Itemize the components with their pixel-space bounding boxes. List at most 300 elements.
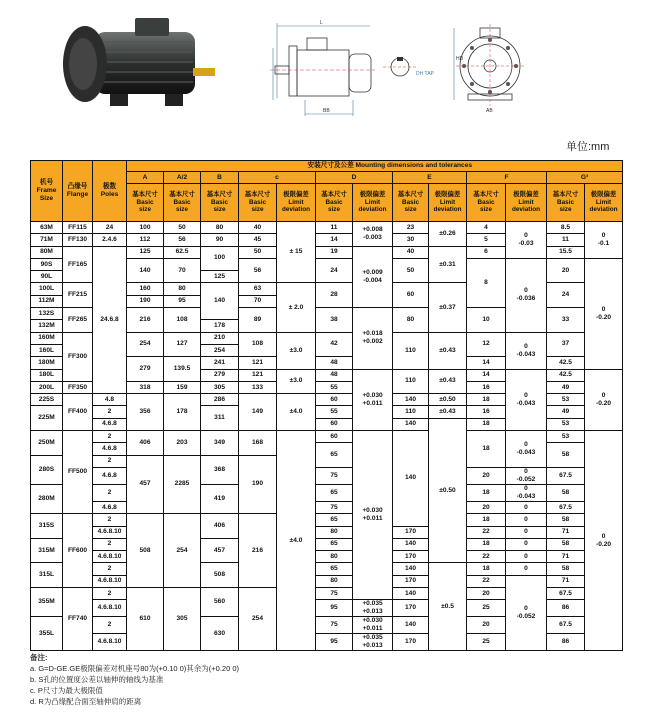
table-cell: 170 [393, 575, 429, 587]
notes [30, 652, 239, 707]
table-cell: 178 [164, 394, 201, 431]
table-cell: 2.4.6 [93, 234, 127, 246]
table-cell: 5 [467, 234, 506, 246]
shaft-section-drawing [378, 45, 448, 95]
dim-label-hd: HD [456, 56, 464, 62]
table-cell: 356 [127, 394, 164, 431]
table-cell: ±0.37 [429, 283, 467, 332]
table-cell: 14 [316, 234, 353, 246]
table-cell: 80 [316, 526, 353, 538]
table-cell: 6 [467, 246, 506, 258]
table-cell: 349 [201, 431, 239, 456]
table-cell: 24 [316, 258, 353, 283]
table-cell: +0.008 -0.003 [353, 222, 393, 247]
table-cell: 19 [316, 246, 353, 258]
table-cell: FF350 [63, 381, 93, 393]
table-cell: +0.030 +0.011 [353, 617, 393, 634]
table-cell: 49 [547, 406, 585, 418]
table-cell: 457 [201, 538, 239, 563]
table-cell: 225S [31, 394, 63, 406]
table-cell: ±3.0 [277, 369, 316, 394]
table-cell: +0.018 +0.002 [353, 308, 393, 369]
table-cell: 95 [164, 295, 201, 307]
table-cell: 170 [393, 634, 429, 651]
table-cell: 4.6.8.10 [93, 526, 127, 538]
table-cell: 18 [467, 394, 506, 406]
table-cell: 2 [93, 406, 127, 418]
header-basic-size: 基本尺寸 Basic size [239, 184, 277, 222]
table-cell: 241 [201, 357, 239, 369]
shaft-tap-label: DH TAP [416, 71, 434, 77]
table-cell: 49 [547, 381, 585, 393]
table-cell: 355L [31, 617, 63, 651]
header-group-2: B [201, 172, 239, 184]
table-cell: 2 [93, 514, 127, 526]
table-cell: 18 [467, 538, 506, 550]
table-cell: 4.6.8.10 [93, 600, 127, 617]
table-cell: 53 [547, 431, 585, 443]
table-cell: 216 [239, 514, 277, 588]
table-cell: 139.5 [164, 357, 201, 382]
table-cell: 0 -0.20 [585, 369, 623, 430]
header-group-0: A [127, 172, 164, 184]
table-cell: 216 [127, 308, 164, 333]
table-cell: 33 [547, 308, 585, 333]
header-limit-deviation: 极限偏差 Limit deviation [585, 184, 623, 222]
table-cell: 20 [467, 501, 506, 513]
table-cell: +0.030 +0.011 [353, 369, 393, 430]
table-cell: 22 [467, 551, 506, 563]
table-cell: 355M [31, 588, 63, 617]
table-cell: 11 [547, 234, 585, 246]
header-frame: 机号 Frame Size [31, 161, 63, 222]
note-a: a. G=D-GE.GE极限偏差对机座号80为(+0.10 0)其余为(+0.20 0) [30, 664, 240, 673]
table-row [31, 501, 623, 513]
header-basic-size: 基本尺寸 Basic size [127, 184, 164, 222]
table-cell: 305 [164, 588, 201, 651]
table-cell: 508 [201, 563, 239, 588]
table-cell: 610 [127, 588, 164, 651]
table-cell: 190 [239, 455, 277, 514]
header-poles: 极数 Poles [93, 161, 127, 222]
table-cell: 457 [127, 455, 164, 514]
table-cell: 8 [467, 258, 506, 307]
table-cell: FF130 [63, 234, 93, 246]
table-cell: 508 [127, 514, 164, 588]
table-row [31, 484, 623, 501]
table-cell: FF115 [63, 222, 93, 234]
table-cell: 75 [316, 588, 353, 600]
table-cell: 65 [316, 443, 353, 468]
table-cell: 100 [201, 246, 239, 271]
table-cell: 23 [393, 222, 429, 234]
table-cell: 180L [31, 369, 63, 381]
table-cell: 110 [393, 332, 429, 369]
table-cell: 560 [201, 588, 239, 617]
table-cell: 140 [393, 588, 429, 600]
table-cell: 125 [127, 246, 164, 258]
table-cell: 60 [316, 418, 353, 430]
table-cell: 250M [31, 431, 63, 456]
table-cell: ±0.31 [429, 246, 467, 283]
table-cell: 63M [31, 222, 63, 234]
table-cell: 0 [506, 526, 547, 538]
dimensions-table [30, 160, 623, 651]
table-cell: 4.6.8 [93, 418, 127, 430]
table-cell: 4.6.8.10 [93, 634, 127, 651]
table-cell: 0 [506, 514, 547, 526]
table-cell: 80 [316, 575, 353, 587]
table-cell: 254 [239, 588, 277, 651]
dim-label-bb: BB [323, 108, 330, 114]
table-cell: 65 [316, 514, 353, 526]
table-cell: 0 -0.052 [506, 467, 547, 484]
table-cell: 132M [31, 320, 63, 332]
table-cell: 55 [316, 406, 353, 418]
table-cell: 160L [31, 344, 63, 356]
table-cell: 16 [467, 381, 506, 393]
table-cell: 0 -0.043 [506, 332, 547, 369]
table-cell: 50 [239, 246, 277, 258]
table-cell: 60 [316, 431, 353, 443]
header-group-3: c [239, 172, 316, 184]
header-limit-deviation: 极限偏差 Limit deviation [506, 184, 547, 222]
table-cell: 71 [547, 575, 585, 587]
header-group-5: E [393, 172, 467, 184]
table-cell: 4.8 [93, 394, 127, 406]
table-cell: 315M [31, 538, 63, 563]
table-cell: FF500 [63, 431, 93, 514]
table-cell: 315L [31, 563, 63, 588]
table-cell: 50 [164, 222, 201, 234]
table-cell: 48 [316, 357, 353, 369]
table-cell: 200L [31, 381, 63, 393]
table-cell: 140 [393, 617, 429, 634]
table-cell: 168 [239, 431, 277, 456]
table-cell: 630 [201, 617, 239, 651]
table-cell: 58 [547, 538, 585, 550]
table-cell: 0 -0.043 [506, 431, 547, 468]
header-group-4: D [316, 172, 393, 184]
header-limit-deviation: 极限偏差 Limit deviation [429, 184, 467, 222]
unit-label: 单位:mm [566, 141, 610, 153]
table-cell: 0 -0.1 [585, 222, 623, 259]
table-cell: 180M [31, 357, 63, 369]
table-cell: FF265 [63, 308, 93, 333]
table-cell: 24 [93, 222, 127, 234]
table-cell: 18 [467, 514, 506, 526]
table-cell: FF165 [63, 246, 93, 283]
table-cell: 28 [316, 283, 353, 308]
table-cell: 89 [239, 308, 277, 333]
table-cell: 38 [316, 308, 353, 333]
table-cell: 318 [127, 381, 164, 393]
table-cell: 45 [239, 234, 277, 246]
table-cell: ± 15 [277, 222, 316, 283]
table-cell: ±0.43 [429, 332, 467, 369]
table-cell: 225M [31, 406, 63, 431]
table-cell: 42.5 [547, 369, 585, 381]
header-limit-deviation: 极限偏差 Limit deviation [277, 184, 316, 222]
table-cell: 2 [93, 431, 127, 443]
table-cell: 254 [201, 344, 239, 356]
table-cell: 280S [31, 455, 63, 484]
header-basic-size: 基本尺寸 Basic size [201, 184, 239, 222]
header-group-7: G³ [547, 172, 623, 184]
table-cell: 70 [164, 258, 201, 283]
table-cell: 30 [393, 234, 429, 246]
table-cell: ± 2.0 [277, 283, 316, 332]
notes-heading: 备注: [30, 653, 48, 662]
table-cell: 112 [127, 234, 164, 246]
table-cell: 60 [316, 394, 353, 406]
table-cell: 75 [316, 501, 353, 513]
table-cell: 170 [393, 600, 429, 617]
table-cell: ±3.0 [277, 332, 316, 369]
table-cell: 140 [393, 538, 429, 550]
table-row [31, 526, 623, 538]
table-cell: 0 [506, 501, 547, 513]
table-cell: 67.5 [547, 588, 585, 600]
table-cell: 80 [316, 551, 353, 563]
table-cell: 279 [201, 369, 239, 381]
table-cell: 2 [93, 484, 127, 501]
table-cell: 2 [93, 617, 127, 634]
table-cell: 20 [547, 258, 585, 283]
front-view-drawing [450, 20, 530, 115]
table-cell: 22 [467, 526, 506, 538]
table-cell: 0 -0.20 [585, 258, 623, 369]
table-cell: 80 [164, 283, 201, 295]
table-cell: 0 -0.043 [506, 484, 547, 501]
table-cell: +0.035 +0.013 [353, 634, 393, 651]
table-cell: 40 [239, 222, 277, 234]
table-cell: 56 [239, 258, 277, 283]
table-row [31, 514, 623, 526]
table-cell: 2285 [164, 455, 201, 514]
table-cell: 160M [31, 332, 63, 344]
table-cell: 95 [316, 634, 353, 651]
table-cell: 25 [467, 634, 506, 651]
table-cell: 178 [201, 320, 239, 332]
table-cell: 4 [467, 222, 506, 234]
table-cell: 86 [547, 600, 585, 617]
table-cell: 58 [547, 514, 585, 526]
table-cell: 15.5 [547, 246, 585, 258]
table-cell: 18 [467, 418, 506, 430]
table-cell: 4.6.8 [93, 467, 127, 484]
table-cell: ±0.26 [429, 222, 467, 247]
table-cell: 65 [316, 538, 353, 550]
table-cell: 0 -0.052 [506, 575, 547, 651]
table-cell: 140 [393, 431, 429, 526]
header-group-1: A/2 [164, 172, 201, 184]
header-group-6: F [467, 172, 547, 184]
table-cell: 133 [239, 381, 277, 393]
table-cell: 112M [31, 295, 63, 307]
table-cell: 0 -0.036 [506, 258, 547, 332]
table-cell: 254 [164, 514, 201, 588]
table-cell: 121 [239, 369, 277, 381]
table-cell: 58 [547, 443, 585, 468]
table-cell: 4.6.8.10 [93, 575, 127, 587]
table-cell: 305 [201, 381, 239, 393]
table-cell: 67.5 [547, 467, 585, 484]
table-cell: 4.6.8.10 [93, 551, 127, 563]
table-cell: 170 [393, 526, 429, 538]
header-basic-size: 基本尺寸 Basic size [547, 184, 585, 222]
table-cell: 90L [31, 271, 63, 283]
table-cell: 67.5 [547, 501, 585, 513]
header-title: 安装尺寸及公差 Mounting dimensions and tolerances [127, 161, 623, 172]
dim-label-l: L [320, 20, 323, 26]
table-cell: 140 [201, 283, 239, 320]
table-cell: ±4.0 [277, 431, 316, 651]
table-row [31, 563, 623, 575]
header-basic-size: 基本尺寸 Basic size [164, 184, 201, 222]
table-cell: 14 [467, 369, 506, 381]
table-cell: 0 [506, 563, 547, 575]
table-cell: 108 [164, 308, 201, 333]
table-cell: 140 [393, 418, 429, 430]
table-cell: +0.035 +0.013 [353, 600, 393, 617]
table-row [31, 551, 623, 563]
dim-label-ab: AB [486, 108, 493, 114]
table-cell: 70 [239, 295, 277, 307]
table-cell: ±0.50 [429, 418, 467, 563]
table-cell: 4.6.8 [93, 501, 127, 513]
table-cell: 160 [127, 283, 164, 295]
table-cell: 53 [547, 394, 585, 406]
table-cell: 63 [239, 283, 277, 295]
table-cell: 0 [506, 538, 547, 550]
table-cell: 2 [93, 538, 127, 550]
table-cell: 286 [201, 394, 239, 406]
table-cell: 65 [316, 563, 353, 575]
side-view-drawing [265, 18, 380, 118]
table-cell: 37 [547, 332, 585, 357]
table-cell: 254 [127, 332, 164, 357]
table-cell: 4.6.8 [93, 443, 127, 455]
table-cell: 406 [201, 514, 239, 539]
table-cell: 22 [467, 575, 506, 587]
table-cell: ±0.43 [429, 369, 467, 394]
table-cell: 48 [316, 369, 353, 381]
table-cell: 280M [31, 484, 63, 513]
table-cell: 159 [164, 381, 201, 393]
table-cell: 24 [547, 283, 585, 308]
table-cell: +0.009 -0.004 [353, 246, 393, 307]
table-row [31, 575, 623, 587]
table-cell: 80M [31, 246, 63, 258]
table-cell: +0.030 +0.011 [353, 431, 393, 600]
table-cell: 40 [393, 246, 429, 258]
table-cell: 65 [316, 484, 353, 501]
table-cell: 149 [239, 394, 277, 431]
table-cell: FF300 [63, 332, 93, 381]
table-cell: 8.5 [547, 222, 585, 234]
table-cell: 14 [467, 357, 506, 369]
table-cell: 42 [316, 332, 353, 357]
table-cell: 62.5 [164, 246, 201, 258]
table-cell: 0 -0.043 [506, 369, 547, 430]
table-cell: FF740 [63, 588, 93, 651]
note-d: d. R为凸缘配合面至轴伸肩的距离 [30, 697, 142, 706]
table-cell: 0 -0.20 [585, 431, 623, 651]
table-cell: 419 [201, 484, 239, 513]
table-cell: 80 [201, 222, 239, 234]
table-cell: 24.6.8 [93, 246, 127, 394]
note-c: c. P尺寸为最大极限值 [30, 686, 103, 695]
table-cell: 12 [467, 332, 506, 357]
table-cell: FF400 [63, 394, 93, 431]
table-cell: 100L [31, 283, 63, 295]
table-cell: 20 [467, 617, 506, 634]
table-cell: 95 [316, 600, 353, 617]
table-cell: 140 [393, 394, 429, 406]
table-cell: 311 [201, 406, 239, 431]
table-cell: 58 [547, 563, 585, 575]
table-cell: 127 [164, 332, 201, 357]
table-row [31, 538, 623, 550]
table-cell: 25 [467, 600, 506, 617]
table-cell: 71 [547, 551, 585, 563]
table-cell: 11 [316, 222, 353, 234]
table-cell: ±0.5 [429, 563, 467, 651]
table-cell: 56 [164, 234, 201, 246]
table-cell: 125 [201, 271, 239, 283]
table-cell: 71M [31, 234, 63, 246]
table-cell: 42.5 [547, 357, 585, 369]
table-cell: 140 [127, 258, 164, 283]
table-cell: 53 [547, 418, 585, 430]
table-cell: 18 [467, 484, 506, 501]
table-cell: 203 [164, 431, 201, 456]
header-limit-deviation: 极限偏差 Limit deviation [353, 184, 393, 222]
table-cell: 75 [316, 617, 353, 634]
table-cell: 10 [467, 308, 506, 333]
table-cell: 50 [393, 258, 429, 283]
table-cell: 2 [93, 455, 127, 467]
table-cell: 20 [467, 467, 506, 484]
table-row [31, 222, 623, 234]
table-cell: 110 [393, 406, 429, 418]
table-cell: ±0.50 [429, 394, 467, 406]
table-cell: FF215 [63, 283, 93, 308]
table-cell: 100 [127, 222, 164, 234]
table-cell: 368 [201, 455, 239, 484]
table-cell: 170 [393, 551, 429, 563]
header-basic-size: 基本尺寸 Basic size [316, 184, 353, 222]
table-cell: 71 [547, 526, 585, 538]
table-cell: ±4.0 [277, 394, 316, 431]
table-cell: 86 [547, 634, 585, 651]
table-cell: 75 [316, 467, 353, 484]
table-cell: 132S [31, 308, 63, 320]
table-cell: 67.5 [547, 617, 585, 634]
table-cell: 20 [467, 588, 506, 600]
table-cell: FF600 [63, 514, 93, 588]
table-cell: 315S [31, 514, 63, 539]
table-cell: 406 [127, 431, 164, 456]
table-cell: 80 [393, 308, 429, 333]
table-cell: 140 [393, 563, 429, 575]
table-cell: 2 [93, 588, 127, 600]
table-row [31, 467, 623, 484]
table-cell: 279 [127, 357, 164, 382]
table-cell: 18 [467, 563, 506, 575]
motor-photo [55, 12, 225, 112]
